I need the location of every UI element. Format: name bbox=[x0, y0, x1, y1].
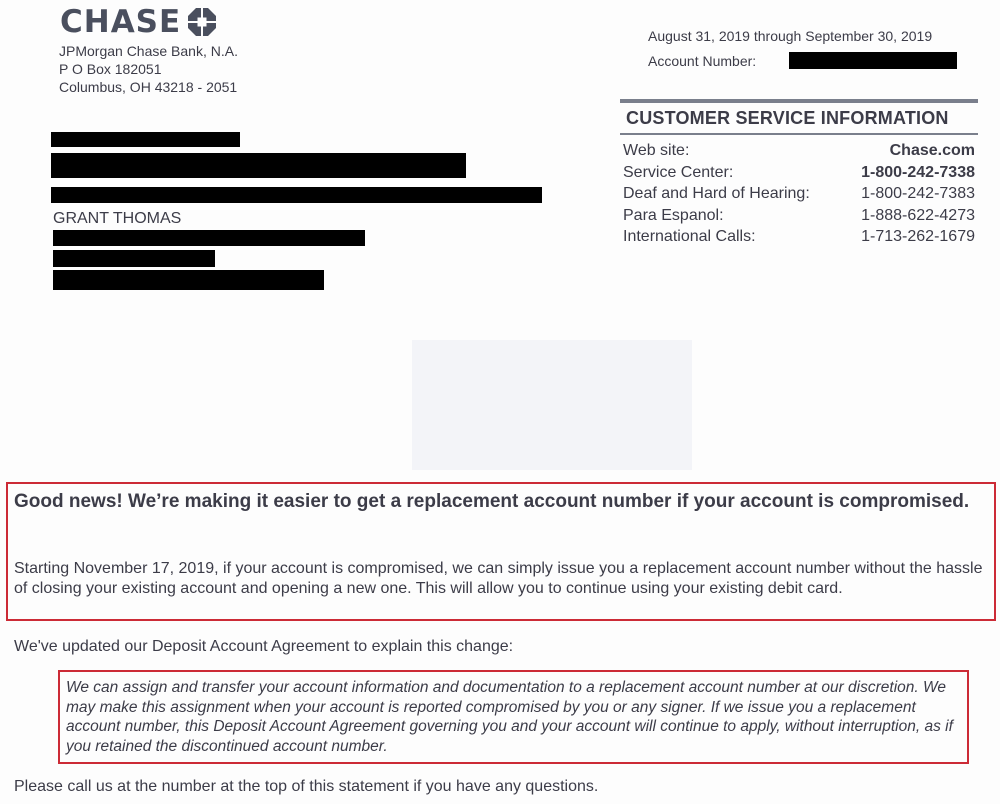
chase-logo bbox=[60, 4, 217, 40]
redaction-bar bbox=[51, 153, 466, 178]
redaction-bar bbox=[53, 230, 365, 246]
csi-row-deaf-hard-of-hearing bbox=[623, 185, 975, 207]
notice-body: Starting November 17, 2019, if your account is compromised, we can simply issue you a replacement account number without the hassle of closing your existing account and opening a new one. This will allow you to continue using your existing debit card. bbox=[14, 560, 983, 597]
po-box: P O Box 182051 bbox=[59, 61, 162, 77]
csi-value-deaf-hard-of-hearing: 1-800-242-7383 bbox=[861, 185, 975, 202]
csi-label: International Calls: bbox=[623, 228, 756, 245]
statement-period: August 31, 2019 through September 30, 2019 bbox=[648, 28, 933, 44]
bank-address bbox=[59, 42, 238, 96]
csi-value-website[interactable]: Chase.com bbox=[889, 142, 975, 159]
brand-wordmark: CHASE bbox=[60, 4, 182, 40]
chase-octagon-icon bbox=[187, 7, 217, 37]
agreement-quote: We can assign and transfer your account information and documentation to a replacement account number at our discretion. We may make this assignment when your account is reported compromised by you or any signer. If we issue you a replacement account number, this Deposit Account Agreement governing you and your account will continue to apply, without interruption, as if you retained the discontinued account number. bbox=[66, 679, 953, 755]
csi-row-international bbox=[623, 228, 975, 250]
csi-row-website bbox=[623, 142, 975, 164]
recipient-name: GRANT THOMAS bbox=[53, 210, 182, 227]
csi-label: Service Center: bbox=[623, 163, 734, 181]
customer-service-title: CUSTOMER SERVICE INFORMATION bbox=[626, 108, 949, 128]
account-number-redaction bbox=[789, 52, 957, 69]
csi-bottom-rule bbox=[620, 133, 978, 135]
csi-row-service-center bbox=[623, 164, 975, 186]
csi-label: Para Espanol: bbox=[623, 206, 724, 224]
notice-title: Good news! We’re making it easier to get a replacement account number if your account is compromised. bbox=[14, 491, 970, 512]
csi-value-service-center: 1-800-242-7338 bbox=[861, 163, 975, 181]
csi-value-para-espanol: 1-888-622-4273 bbox=[861, 206, 975, 224]
redaction-bar bbox=[51, 132, 240, 147]
account-number-label: Account Number: bbox=[648, 53, 757, 69]
csi-label: Web site: bbox=[623, 142, 690, 159]
bank-name: JPMorgan Chase Bank, N.A. bbox=[59, 43, 238, 59]
redaction-bar bbox=[53, 270, 324, 290]
csi-top-rule bbox=[620, 99, 978, 103]
city-state-zip: Columbus, OH 43218 - 2051 bbox=[59, 79, 238, 95]
csi-value-international: 1-713-262-1679 bbox=[861, 228, 975, 245]
closing-line: Please call us at the number at the top of this statement if you have any questions. bbox=[14, 778, 599, 795]
customer-service-list bbox=[623, 142, 975, 250]
csi-label: Deaf and Hard of Hearing: bbox=[623, 185, 810, 202]
redaction-bar bbox=[53, 250, 215, 267]
csi-row-para-espanol bbox=[623, 207, 975, 229]
redaction-bar bbox=[51, 187, 542, 203]
agreement-intro: We've updated our Deposit Account Agreement to explain this change: bbox=[14, 638, 514, 655]
show-through-background bbox=[412, 340, 692, 470]
